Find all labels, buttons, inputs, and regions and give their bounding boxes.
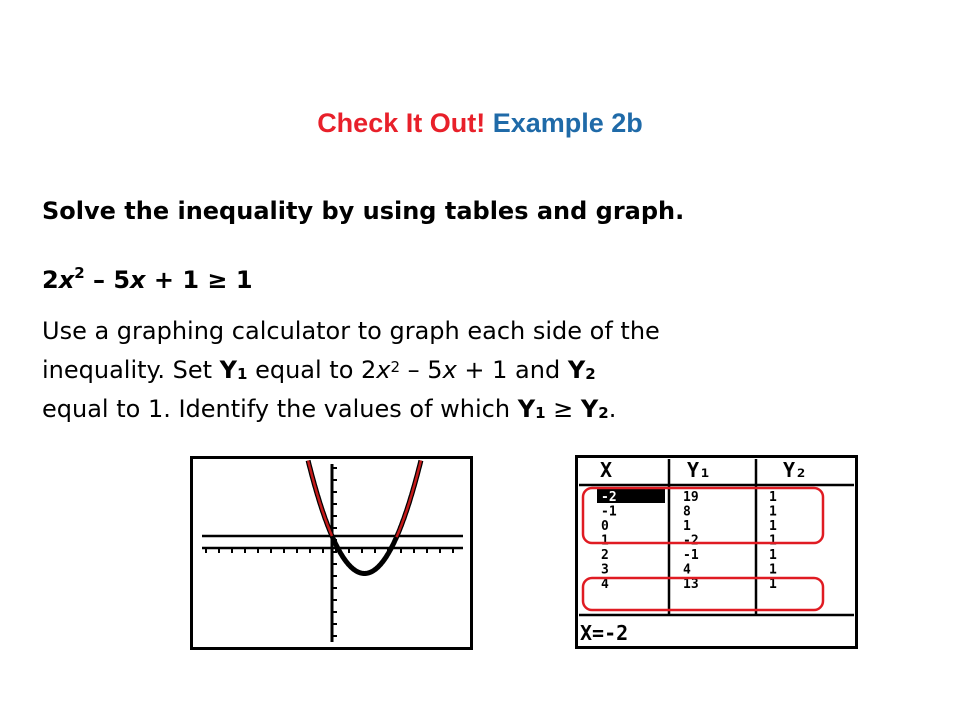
title-check-it-out: Check It Out!: [317, 108, 486, 138]
col-header-y2: Y₂: [783, 458, 808, 482]
table-cell: -1: [601, 504, 617, 520]
table-cell: 19: [683, 490, 699, 505]
title-example: Example 2b: [492, 108, 643, 138]
table-cell: 1: [769, 490, 777, 505]
table-cell: 2: [601, 548, 609, 563]
slide-title: [0, 108, 960, 139]
table-cell: 1: [769, 548, 777, 563]
table-cell: 4: [683, 562, 691, 578]
inequality: $2x^2 - 5x + 1 \ge 1$: [42, 264, 253, 294]
body-paragraph: [42, 312, 922, 429]
table-cell: 1: [769, 577, 777, 592]
table-cell: -2: [601, 490, 617, 505]
table-cell: 1: [769, 504, 777, 520]
table-cell: 1: [601, 533, 609, 549]
instruction-text: Solve the inequality by using tables and graph.: [42, 197, 685, 225]
calculator-graph-screen: [190, 456, 473, 650]
calculator-table-screen: [575, 455, 858, 649]
table-cell: 1: [769, 562, 777, 578]
body-line-3: equal to 1. Identify the values of which $Y_1 \ge Y_2$.: [42, 395, 617, 423]
table-footer: X=-2: [580, 621, 629, 645]
table-cell: 0: [601, 519, 609, 534]
table-cell: 3: [601, 562, 609, 578]
col-header-y1: Y₁: [687, 458, 712, 482]
body-line-1: Use a graphing calculator to graph each side of the: [42, 317, 660, 345]
table-cell: 13: [683, 577, 699, 592]
table-cell: -1: [683, 548, 699, 563]
table-cell: 1: [769, 519, 777, 534]
table-cell: -2: [683, 533, 699, 549]
table-cell: 1: [683, 519, 691, 534]
table-cell: 4: [601, 577, 609, 592]
table-cell: 1: [769, 533, 777, 549]
col-header-x: X: [600, 458, 613, 482]
body-line-2: inequality. Set $Y_1$ equal to $2x^2 - 5x + 1$ and $Y_2$: [42, 356, 596, 384]
table-cell: 8: [683, 504, 691, 520]
